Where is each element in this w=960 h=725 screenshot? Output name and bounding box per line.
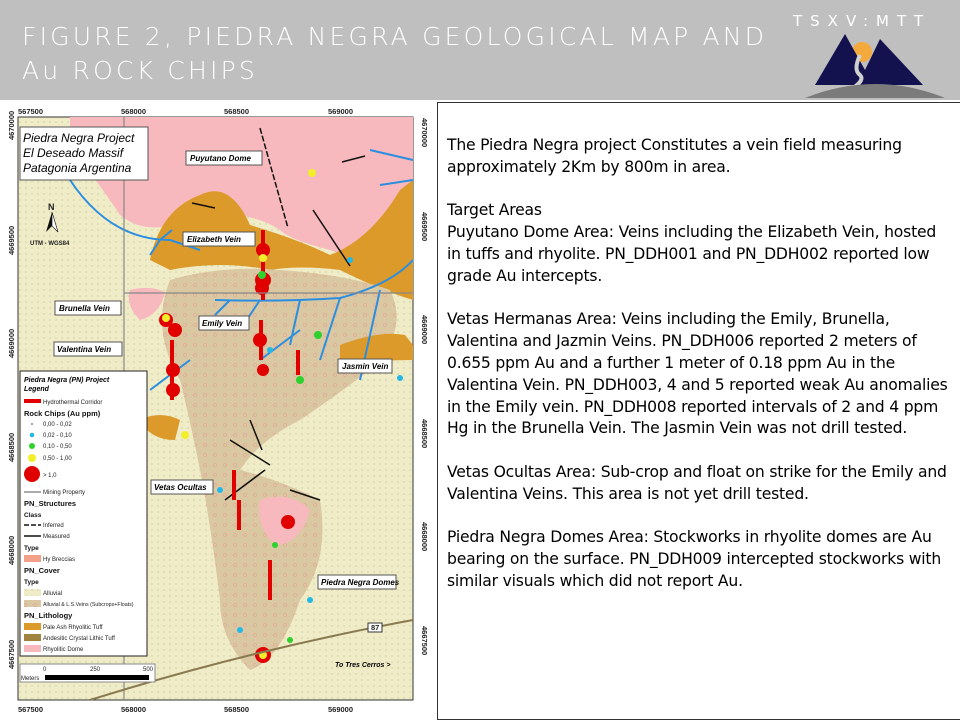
- vetas-hermanas-heading: Vetas Hermanas Area:: [447, 310, 617, 329]
- svg-text:4668000: 4668000: [7, 535, 16, 565]
- svg-text:500: 500: [143, 667, 154, 673]
- svg-text:PN_Lithology: PN_Lithology: [24, 611, 73, 620]
- company-logo: [805, 30, 955, 100]
- svg-text:568000: 568000: [121, 705, 147, 714]
- description-panel: [437, 102, 960, 720]
- svg-text:Rhyolitic Dome: Rhyolitic Dome: [43, 647, 84, 653]
- svg-text:0,50 - 1,00: 0,50 - 1,00: [43, 456, 72, 462]
- svg-text:4670000: 4670000: [420, 118, 429, 148]
- svg-text:Patagonia Argentina: Patagonia Argentina: [23, 161, 132, 175]
- svg-text:567500: 567500: [18, 705, 44, 714]
- svg-text:4668500: 4668500: [7, 432, 16, 462]
- svg-text:Rock Chips (Au ppm): Rock Chips (Au ppm): [24, 409, 101, 418]
- svg-text:PN_Cover: PN_Cover: [24, 566, 60, 575]
- svg-text:569000: 569000: [328, 107, 354, 116]
- svg-text:Pale Ash Rhyolitic Tuff: Pale Ash Rhyolitic Tuff: [43, 625, 103, 631]
- svg-text:4667500: 4667500: [420, 626, 429, 656]
- svg-text:4668500: 4668500: [420, 419, 429, 449]
- svg-text:Measured: Measured: [43, 534, 70, 540]
- map-legend: [20, 371, 147, 656]
- svg-text:Brunella Vein: Brunella Vein: [59, 304, 110, 313]
- svg-text:Emily Vein: Emily Vein: [202, 319, 243, 328]
- to-tres-cerros-label: To Tres Cerros >: [335, 662, 391, 669]
- svg-text:4669500: 4669500: [7, 225, 16, 255]
- target-areas-heading: Target Areas: [447, 201, 542, 220]
- svg-text:0: 0: [43, 667, 47, 673]
- intro-text: The Piedra Negra project Constitutes a vein field measuring approximately 2Km by 800m in area.: [447, 136, 902, 176]
- vetas-hermanas-body: Veins including the Emily, Brunella, Valentina and Jazmin Veins. PN_DDH006 reported 2 meters of 0.655 ppm Au and a further 1 meter of 0.18 ppm Au in the Valentina Vein. PN_DDH003, 4 and 5 reported weak Au anomalies in the Emily vein. PN_DDH008 reported intervals of 2 and 4 ppm Hg in the Brunella Vein. The Jasmin Vein was not drill tested.: [447, 310, 948, 438]
- svg-text:Legend: Legend: [24, 386, 49, 393]
- svg-text:Piedra Negra Domes: Piedra Negra Domes: [321, 578, 400, 587]
- road-number: 87: [371, 623, 380, 632]
- ticker-symbol: TSXV:MTT: [793, 12, 932, 30]
- svg-text:Mining Property: Mining Property: [43, 490, 86, 496]
- svg-text:250: 250: [90, 667, 101, 673]
- svg-text:569000: 569000: [328, 705, 354, 714]
- projection-label: UTM - WGS84: [30, 241, 70, 247]
- title-line-2: Au ROCK CHIPS: [22, 56, 258, 85]
- svg-text:Type: Type: [24, 545, 39, 552]
- svg-text:Valentina Vein: Valentina Vein: [57, 345, 112, 354]
- svg-text:4669500: 4669500: [420, 212, 429, 242]
- svg-text:Inferred: Inferred: [43, 523, 64, 529]
- svg-text:4670000: 4670000: [7, 110, 16, 140]
- svg-text:0,10 - 0,50: 0,10 - 0,50: [43, 444, 72, 450]
- puyutano-heading: Puyutano Dome Area:: [447, 223, 614, 242]
- svg-text:4667500: 4667500: [7, 639, 16, 669]
- slide-header: [0, 0, 960, 100]
- svg-text:4669000: 4669000: [7, 328, 16, 358]
- title-box: [20, 127, 148, 180]
- svg-text:Puyutano Dome: Puyutano Dome: [190, 154, 251, 163]
- title-line-1: FIGURE 2, PIEDRA NEGRA GEOLOGICAL MAP AND: [22, 22, 768, 51]
- svg-text:Alluvial: Alluvial: [43, 591, 63, 597]
- svg-text:Vetas Ocultas: Vetas Ocultas: [154, 483, 207, 492]
- svg-text:0,00 - 0,02: 0,00 - 0,02: [43, 422, 72, 428]
- svg-text:4668000: 4668000: [420, 522, 429, 552]
- piedra-negra-domes-body: Stockworks in rhyolite domes are Au bearing on the surface. PN_DDH009 intercepted stockworks with similar visuals which did not report Au.: [447, 528, 942, 590]
- svg-text:568500: 568500: [224, 705, 250, 714]
- svg-text:Andesitic Crystal Lithic Tuff: Andesitic Crystal Lithic Tuff: [43, 636, 115, 642]
- svg-text:Hy Breccias: Hy Breccias: [43, 557, 76, 563]
- svg-text:Piedra Negra Project: Piedra Negra Project: [23, 131, 135, 145]
- piedra-negra-domes-heading: Piedra Negra Domes Area:: [447, 528, 649, 547]
- geological-map: [0, 100, 436, 720]
- slide-title: [22, 20, 767, 88]
- puyutano-body: Veins including the Elizabeth Vein, hosted in tuffs and rhyolite. PN_DDH001 and PN_DDH002 reported low grade Au intercepts.: [447, 223, 937, 285]
- svg-text:Jasmin Vein: Jasmin Vein: [342, 362, 389, 371]
- svg-text:PN_Structures: PN_Structures: [24, 499, 77, 508]
- vetas-ocultas-body: Sub-crop and float on strike for the Emily and Valentina Veins. This area is not yet drill tested.: [447, 462, 947, 503]
- svg-text:4669000: 4669000: [420, 315, 429, 345]
- svg-text:0,02 - 0,10: 0,02 - 0,10: [43, 433, 72, 439]
- svg-text:El Deseado Massif: El Deseado Massif: [23, 146, 124, 160]
- svg-text:Elizabeth Vein: Elizabeth Vein: [187, 235, 241, 244]
- scale-bar: [20, 664, 155, 682]
- svg-text:Piedra Negra (PN) Project: Piedra Negra (PN) Project: [24, 377, 110, 384]
- svg-text:567500: 567500: [18, 107, 44, 116]
- svg-text:> 1,0: > 1,0: [43, 473, 57, 479]
- svg-text:Type: Type: [24, 579, 39, 586]
- vetas-ocultas-heading: Vetas Ocultas Area:: [447, 462, 596, 481]
- svg-text:Hydrothermal Corridor: Hydrothermal Corridor: [43, 400, 103, 406]
- svg-text:568000: 568000: [121, 107, 147, 116]
- svg-text:Meters: Meters: [21, 676, 40, 682]
- svg-text:Class: Class: [24, 512, 42, 519]
- svg-text:N: N: [48, 202, 55, 212]
- svg-text:Alluvial & L.S.Veins (Subcrops: Alluvial & L.S.Veins (Subcrops+Floats): [43, 602, 134, 608]
- svg-text:568500: 568500: [224, 107, 250, 116]
